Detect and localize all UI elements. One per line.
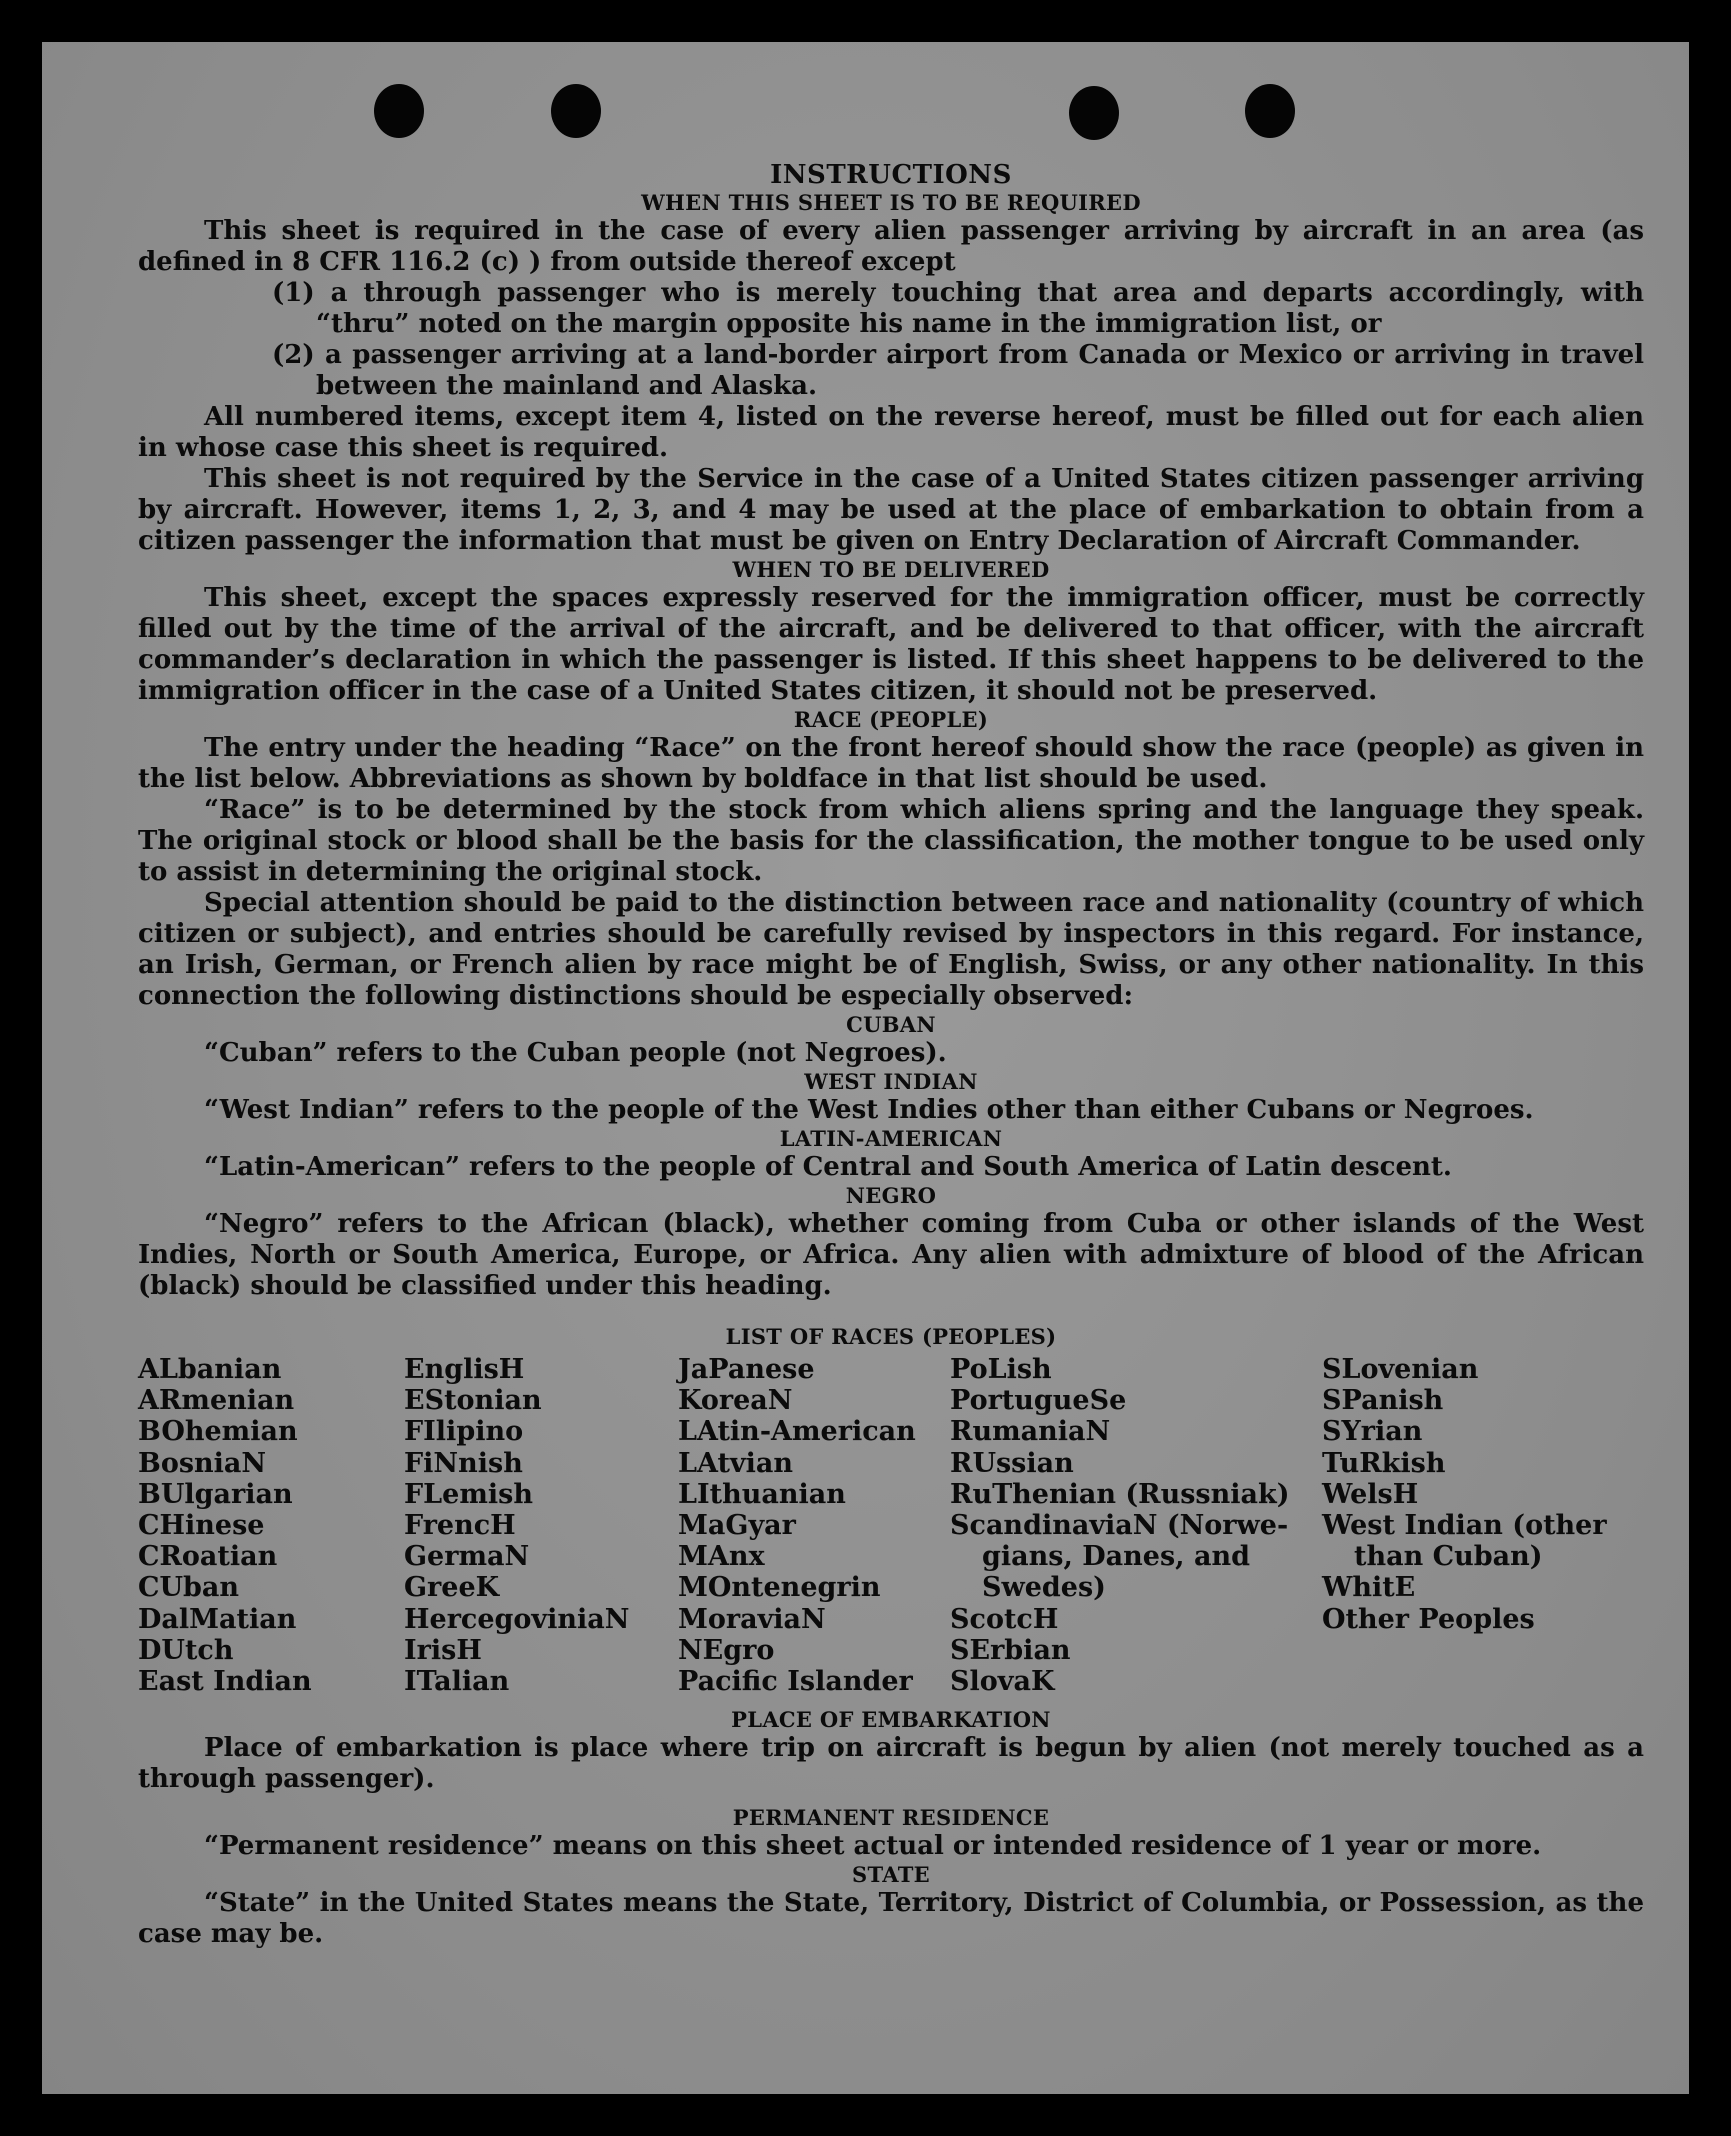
race-entry: EnglisH: [404, 1354, 525, 1385]
race-entry: GreeK: [404, 1572, 500, 1604]
race-entry: SPanish: [1322, 1385, 1444, 1417]
race-entry: BosniaN: [138, 1447, 267, 1479]
race-column-3: [678, 1354, 950, 1697]
race-entry: KoreaN: [678, 1385, 793, 1417]
race-entry: GermaN: [404, 1541, 530, 1573]
race-paragraph-2: “Race” is to be determined by the stock from which aliens spring and the language they speak. The original stock or blood shall be the basis for the classification, the mother tongue to be used only to assist in determining the original stock.: [138, 795, 1644, 887]
race-entry: TuRkish: [1322, 1447, 1446, 1479]
section-heading-list-of-races: LIST OF RACES (PEOPLES): [725, 1324, 1057, 1349]
race-entry: MAnx: [678, 1541, 765, 1573]
race-entry: MoraviaN: [678, 1603, 826, 1635]
race-entry: LAtvian: [678, 1447, 794, 1479]
race-entry: ScotcH: [950, 1603, 1059, 1635]
race-entry: Swedes): [982, 1572, 1106, 1604]
race-entry: DUtch: [138, 1634, 234, 1666]
race-entry: ScandinaviaN (Norwe-: [950, 1510, 1289, 1542]
race-entry: CUban: [138, 1572, 240, 1604]
citizen-note: This sheet is not required by the Service in the case of a United States citizen passenger arriving by aircraft. However, items 1, 2, 3, and 4 may be used at the place of embarkation to obtain from a citizen passenger the information that must be given on Entry Declaration of Aircraft Commander.: [138, 464, 1644, 556]
required-intro: This sheet is required in the case of every alien passenger arriving by aircraft in an area (as defined in 8 CFR 116.2 (c) ) from outside thereof except: [138, 216, 1644, 277]
punch-hole-1: [374, 84, 424, 138]
race-column-1: [138, 1354, 404, 1697]
race-entry: CRoatian: [138, 1541, 278, 1573]
race-entry: FIlipino: [404, 1416, 524, 1448]
race-entry: BUlgarian: [138, 1478, 293, 1510]
race-list: [138, 1354, 1644, 1697]
race-entry: RumaniaN: [950, 1416, 1111, 1448]
race-entry: PoLish: [950, 1354, 1052, 1385]
section-heading-permanent-residence: PERMANENT RESIDENCE: [732, 1805, 1050, 1831]
punch-hole-3: [1069, 86, 1119, 140]
race-entry: LAtin-American: [678, 1416, 916, 1448]
race-column-4: [950, 1354, 1322, 1697]
section-heading-embarkation: PLACE OF EMBARKATION: [731, 1707, 1051, 1733]
negro-text: “Negro” refers to the African (black), whether coming from Cuba or other islands of the West Indies, North or South America, Europe, or Africa. Any alien with admixture of blood of the African (black) should be classified under this heading.: [138, 1209, 1644, 1301]
punch-hole-2: [551, 84, 601, 138]
document-sheet: [42, 42, 1689, 2094]
race-entry: ALbanian: [138, 1354, 282, 1385]
race-entry: JaPanese: [678, 1354, 815, 1385]
race-entry: West Indian (other: [1322, 1510, 1607, 1542]
race-entry: FLemish: [404, 1478, 533, 1510]
race-entry: WelsH: [1322, 1478, 1419, 1510]
race-entry: FrencH: [404, 1510, 516, 1542]
race-entry: HercegoviniaN: [404, 1603, 630, 1635]
punch-hole-4: [1245, 84, 1295, 138]
section-heading-cuban: CUBAN: [846, 1012, 936, 1037]
race-entry: LIthuanian: [678, 1478, 846, 1510]
section-heading-state: STATE: [852, 1862, 930, 1888]
race-entry: Other Peoples: [1322, 1603, 1535, 1635]
race-entry: EStonian: [404, 1385, 542, 1417]
race-entry: gians, Danes, and: [982, 1541, 1250, 1573]
west-indian-text: “West Indian” refers to the people of the West Indies other than either Cubans or Negroes.: [204, 1095, 1534, 1125]
race-entry: IrisH: [404, 1634, 482, 1666]
items-note: All numbered items, except item 4, listed on the reverse hereof, must be filled out for each alien in whose case this sheet is required.: [138, 402, 1644, 463]
section-heading-delivered: WHEN TO BE DELIVERED: [732, 557, 1050, 582]
race-entry: NEgro: [678, 1634, 775, 1666]
race-entry: WhitE: [1322, 1572, 1416, 1604]
cuban-text: “Cuban” refers to the Cuban people (not Negroes).: [204, 1038, 947, 1068]
race-paragraph-1: The entry under the heading “Race” on the front hereof should show the race (people) as given in the list below. Abbreviations as shown by boldface in that list should be used.: [138, 733, 1644, 794]
race-entry: PortugueSe: [950, 1385, 1127, 1417]
delivered-text: This sheet, except the spaces expressly reserved for the immigration officer, must be correctly filled out by the time of the arrival of the aircraft, and be delivered to that officer, with the aircraft commander’s declaration in which the passenger is listed. If this sheet happens to be delivered to the immigration officer in the case of a United States citizen, it should not be preserved.: [138, 583, 1644, 706]
exception-item-1: (1) a through passenger who is merely touching that area and departs accordingly, with “thru” noted on the margin opposite his name in the immigration list, or: [272, 278, 1644, 339]
race-entry: SLovenian: [1322, 1354, 1479, 1385]
state-text: “State” in the United States means the State, Territory, District of Columbia, or Possession, as the case may be.: [138, 1888, 1644, 1950]
embarkation-text: Place of embarkation is place where trip on aircraft is begun by alien (not merely touched as a through passenger).: [138, 1733, 1644, 1795]
latin-american-text: “Latin-American” refers to the people of Central and South America of Latin descent.: [204, 1152, 1452, 1182]
race-entry: Pacific Islander: [678, 1666, 913, 1698]
section-heading-latin-american: LATIN-AMERICAN: [779, 1126, 1003, 1151]
race-entry: than Cuban): [1354, 1541, 1543, 1573]
race-entry: DalMatian: [138, 1603, 297, 1635]
race-entry: FiNnish: [404, 1447, 523, 1479]
race-column-5: [1322, 1354, 1622, 1697]
race-entry: RuThenian (Russniak): [950, 1478, 1290, 1510]
instructions-content: [138, 160, 1644, 1950]
race-entry: East Indian: [138, 1666, 312, 1698]
race-entry: BOhemian: [138, 1416, 298, 1448]
section-heading-required: WHEN THIS SHEET IS TO BE REQUIRED: [641, 190, 1141, 215]
race-column-2: [404, 1354, 678, 1697]
race-entry: SErbian: [950, 1634, 1071, 1666]
race-entry: ITalian: [404, 1666, 510, 1698]
exception-item-2: (2) a passenger arriving at a land-border airport from Canada or Mexico or arriving in travel between the mainland and Alaska.: [272, 340, 1644, 401]
section-heading-west-indian: WEST INDIAN: [804, 1069, 978, 1094]
race-entry: ARmenian: [138, 1385, 295, 1417]
race-entry: MOntenegrin: [678, 1572, 881, 1604]
permanent-residence-text: “Permanent residence” means on this sheet actual or intended residence of 1 year or more.: [204, 1831, 1542, 1862]
race-paragraph-3: Special attention should be paid to the distinction between race and nationality (country of which citizen or subject), and entries should be carefully revised by inspectors in this regard. For instance, an Irish, German, or French alien by race might be of English, Swiss, or any other nationality. In this connection the following distinctions should be especially observed:: [138, 888, 1644, 1011]
race-entry: MaGyar: [678, 1510, 796, 1542]
race-entry: SlovaK: [950, 1666, 1055, 1698]
page-title: INSTRUCTIONS: [770, 160, 1012, 190]
race-entry: CHinese: [138, 1510, 265, 1542]
section-heading-negro: NEGRO: [845, 1183, 937, 1208]
race-entry: RUssian: [950, 1447, 1074, 1479]
section-heading-race: RACE (PEOPLE): [793, 707, 989, 732]
race-entry: SYrian: [1322, 1416, 1423, 1448]
